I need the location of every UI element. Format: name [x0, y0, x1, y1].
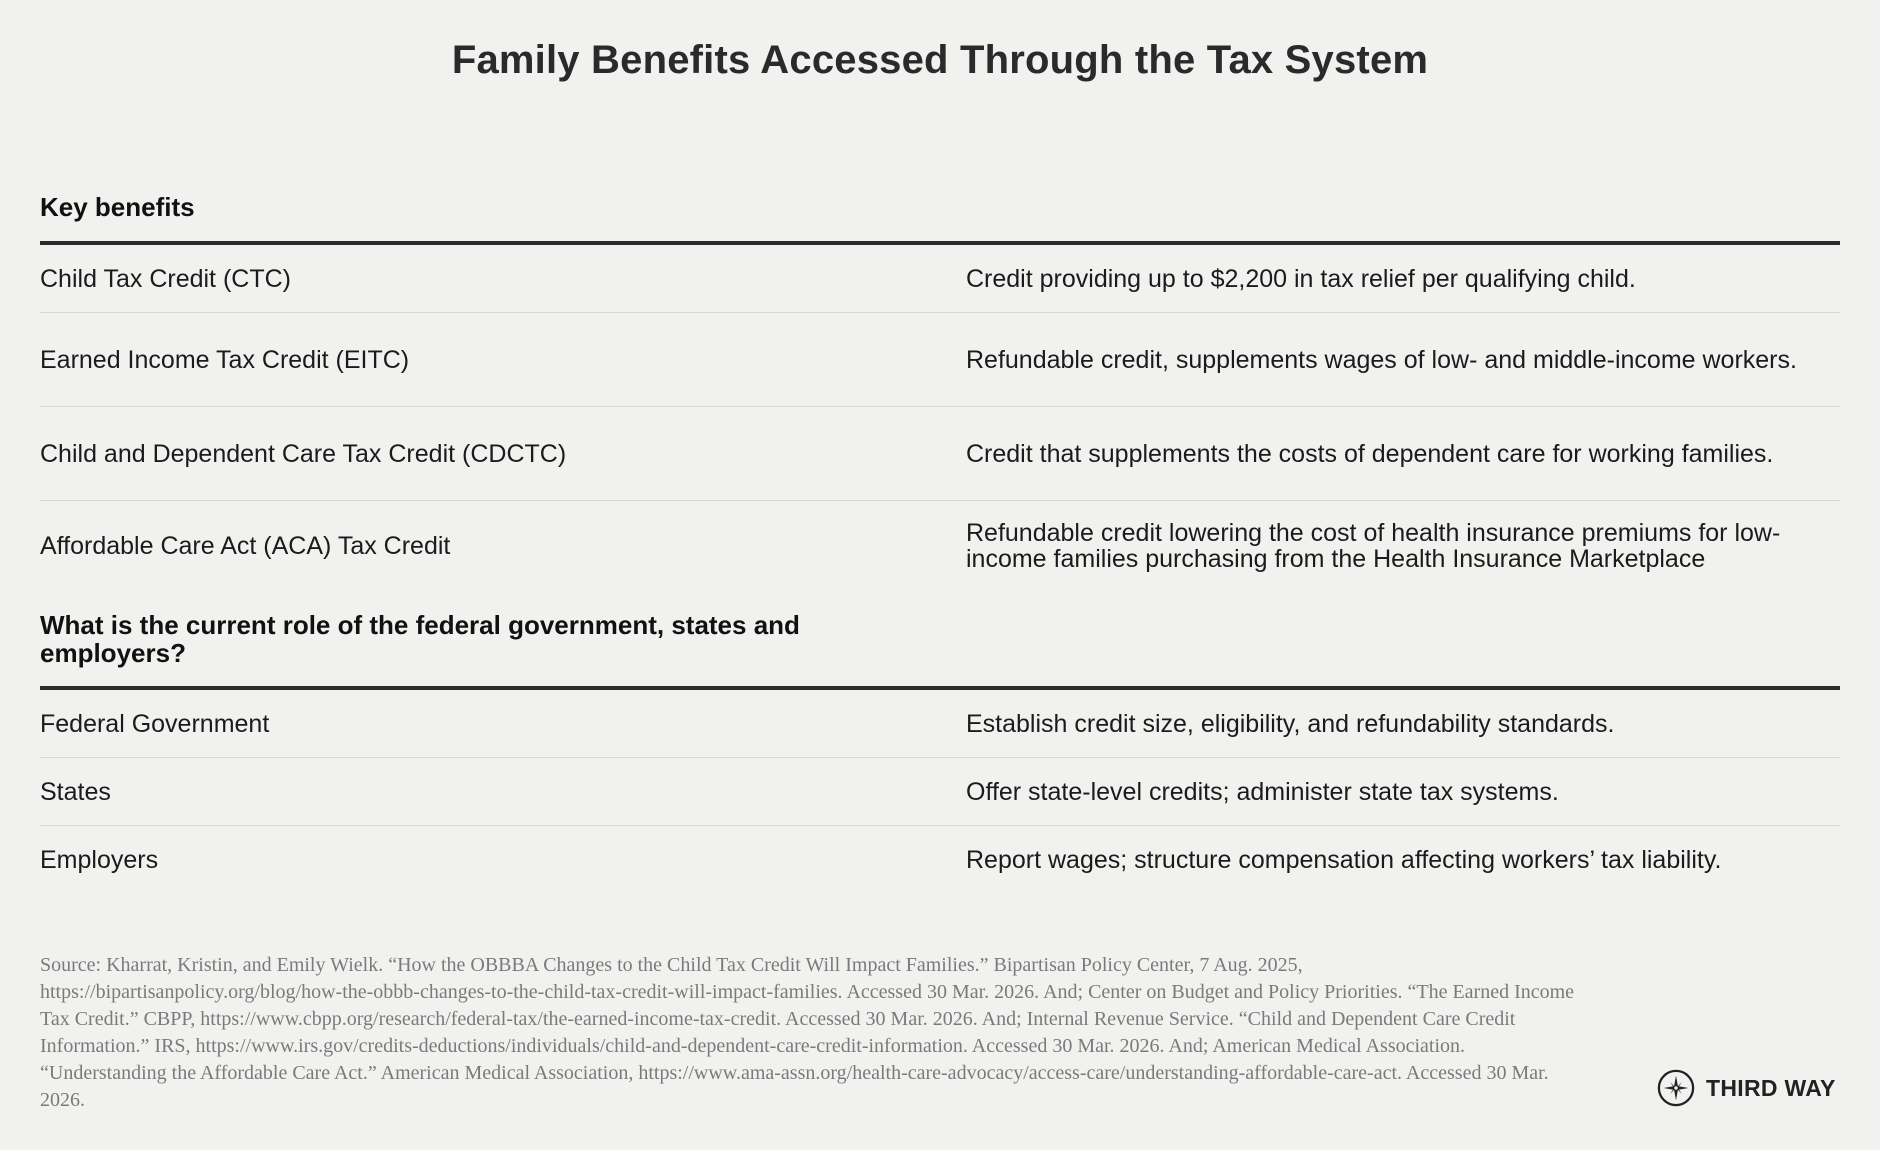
source-label: Source:	[40, 954, 102, 976]
benefit-name: Affordable Care Act (ACA) Tax Credit	[40, 532, 451, 560]
benefit-description: Refundable credit, supplements wages of low- and middle-income workers.	[966, 345, 1797, 374]
table-row	[40, 690, 1840, 758]
section-heading-key-benefits: Key benefits	[40, 192, 195, 222]
source-text: Kharrat, Kristin, and Emily Wielk. “How the OBBBA Changes to the Child Tax Credit Will Impact Families.” Bipartisan Policy Center, 7 Aug. 2025, https://bipartisanpolicy.org/blog/how-the-obbb-changes-to-the-child-tax-credit-will-impact-families. Accessed 30 Mar. 2026. And; Center on Budget and Policy Priorities. “The Earned Income Tax Credit.” CBPP, https://www.cbpp.org/research/federal-tax/the-earned-income-tax-credit. Accessed 30 Mar. 2026. And; Internal Revenue Service. “Child and Dependent Care Credit Information.” IRS, https://www.irs.gov/credits-deductions/individuals/child-and-dependent-care-credit-information. Accessed 30 Mar. 2026. And; American Medical Association. “Understanding the Affordable Care Act.” American Medical Association, https://www.ama-assn.org/health-care-advocacy/access-care/understanding-affordable-care-act. Accessed 30 Mar. 2026.	[40, 954, 1575, 1111]
table-row	[40, 826, 1840, 894]
table-row	[40, 758, 1840, 826]
role-name: Employers	[40, 846, 159, 874]
benefit-description: Credit that supplements the costs of dependent care for working families.	[966, 439, 1774, 468]
section-heading-roles: What is the current role of the federal government, states and employers?	[40, 610, 800, 668]
logo-text: THIRD WAY	[1706, 1074, 1836, 1101]
page-title: Family Benefits Accessed Through the Tax System	[451, 38, 1429, 82]
role-name: States	[40, 777, 111, 806]
role-name: Federal Government	[40, 709, 270, 738]
benefit-name: Child and Dependent Care Tax Credit (CDCTC)	[40, 439, 567, 468]
role-description: Report wages; structure compensation affecting workers’ tax liability.	[966, 846, 1722, 874]
source-citation	[40, 952, 1580, 1114]
table-row	[40, 313, 1840, 407]
key-benefits-table	[40, 193, 1840, 591]
table-row	[40, 407, 1840, 501]
table-row	[40, 245, 1840, 313]
roles-table	[40, 611, 1840, 894]
role-description: Establish credit size, eligibility, and refundability standards.	[966, 709, 1615, 738]
benefit-name: Earned Income Tax Credit (EITC)	[40, 345, 410, 374]
benefit-description: Refundable credit lowering the cost of health insurance premiums for low-income families purchasing from the Health Insurance Marketplace	[966, 519, 1781, 573]
role-description: Offer state-level credits; administer state tax systems.	[966, 777, 1559, 806]
compass-star-icon	[1657, 1069, 1695, 1107]
benefit-description: Credit providing up to $2,200 in tax relief per qualifying child.	[966, 264, 1636, 293]
benefit-name: Child Tax Credit (CTC)	[40, 264, 291, 293]
third-way-logo	[1657, 1069, 1836, 1107]
table-row	[40, 501, 1840, 591]
